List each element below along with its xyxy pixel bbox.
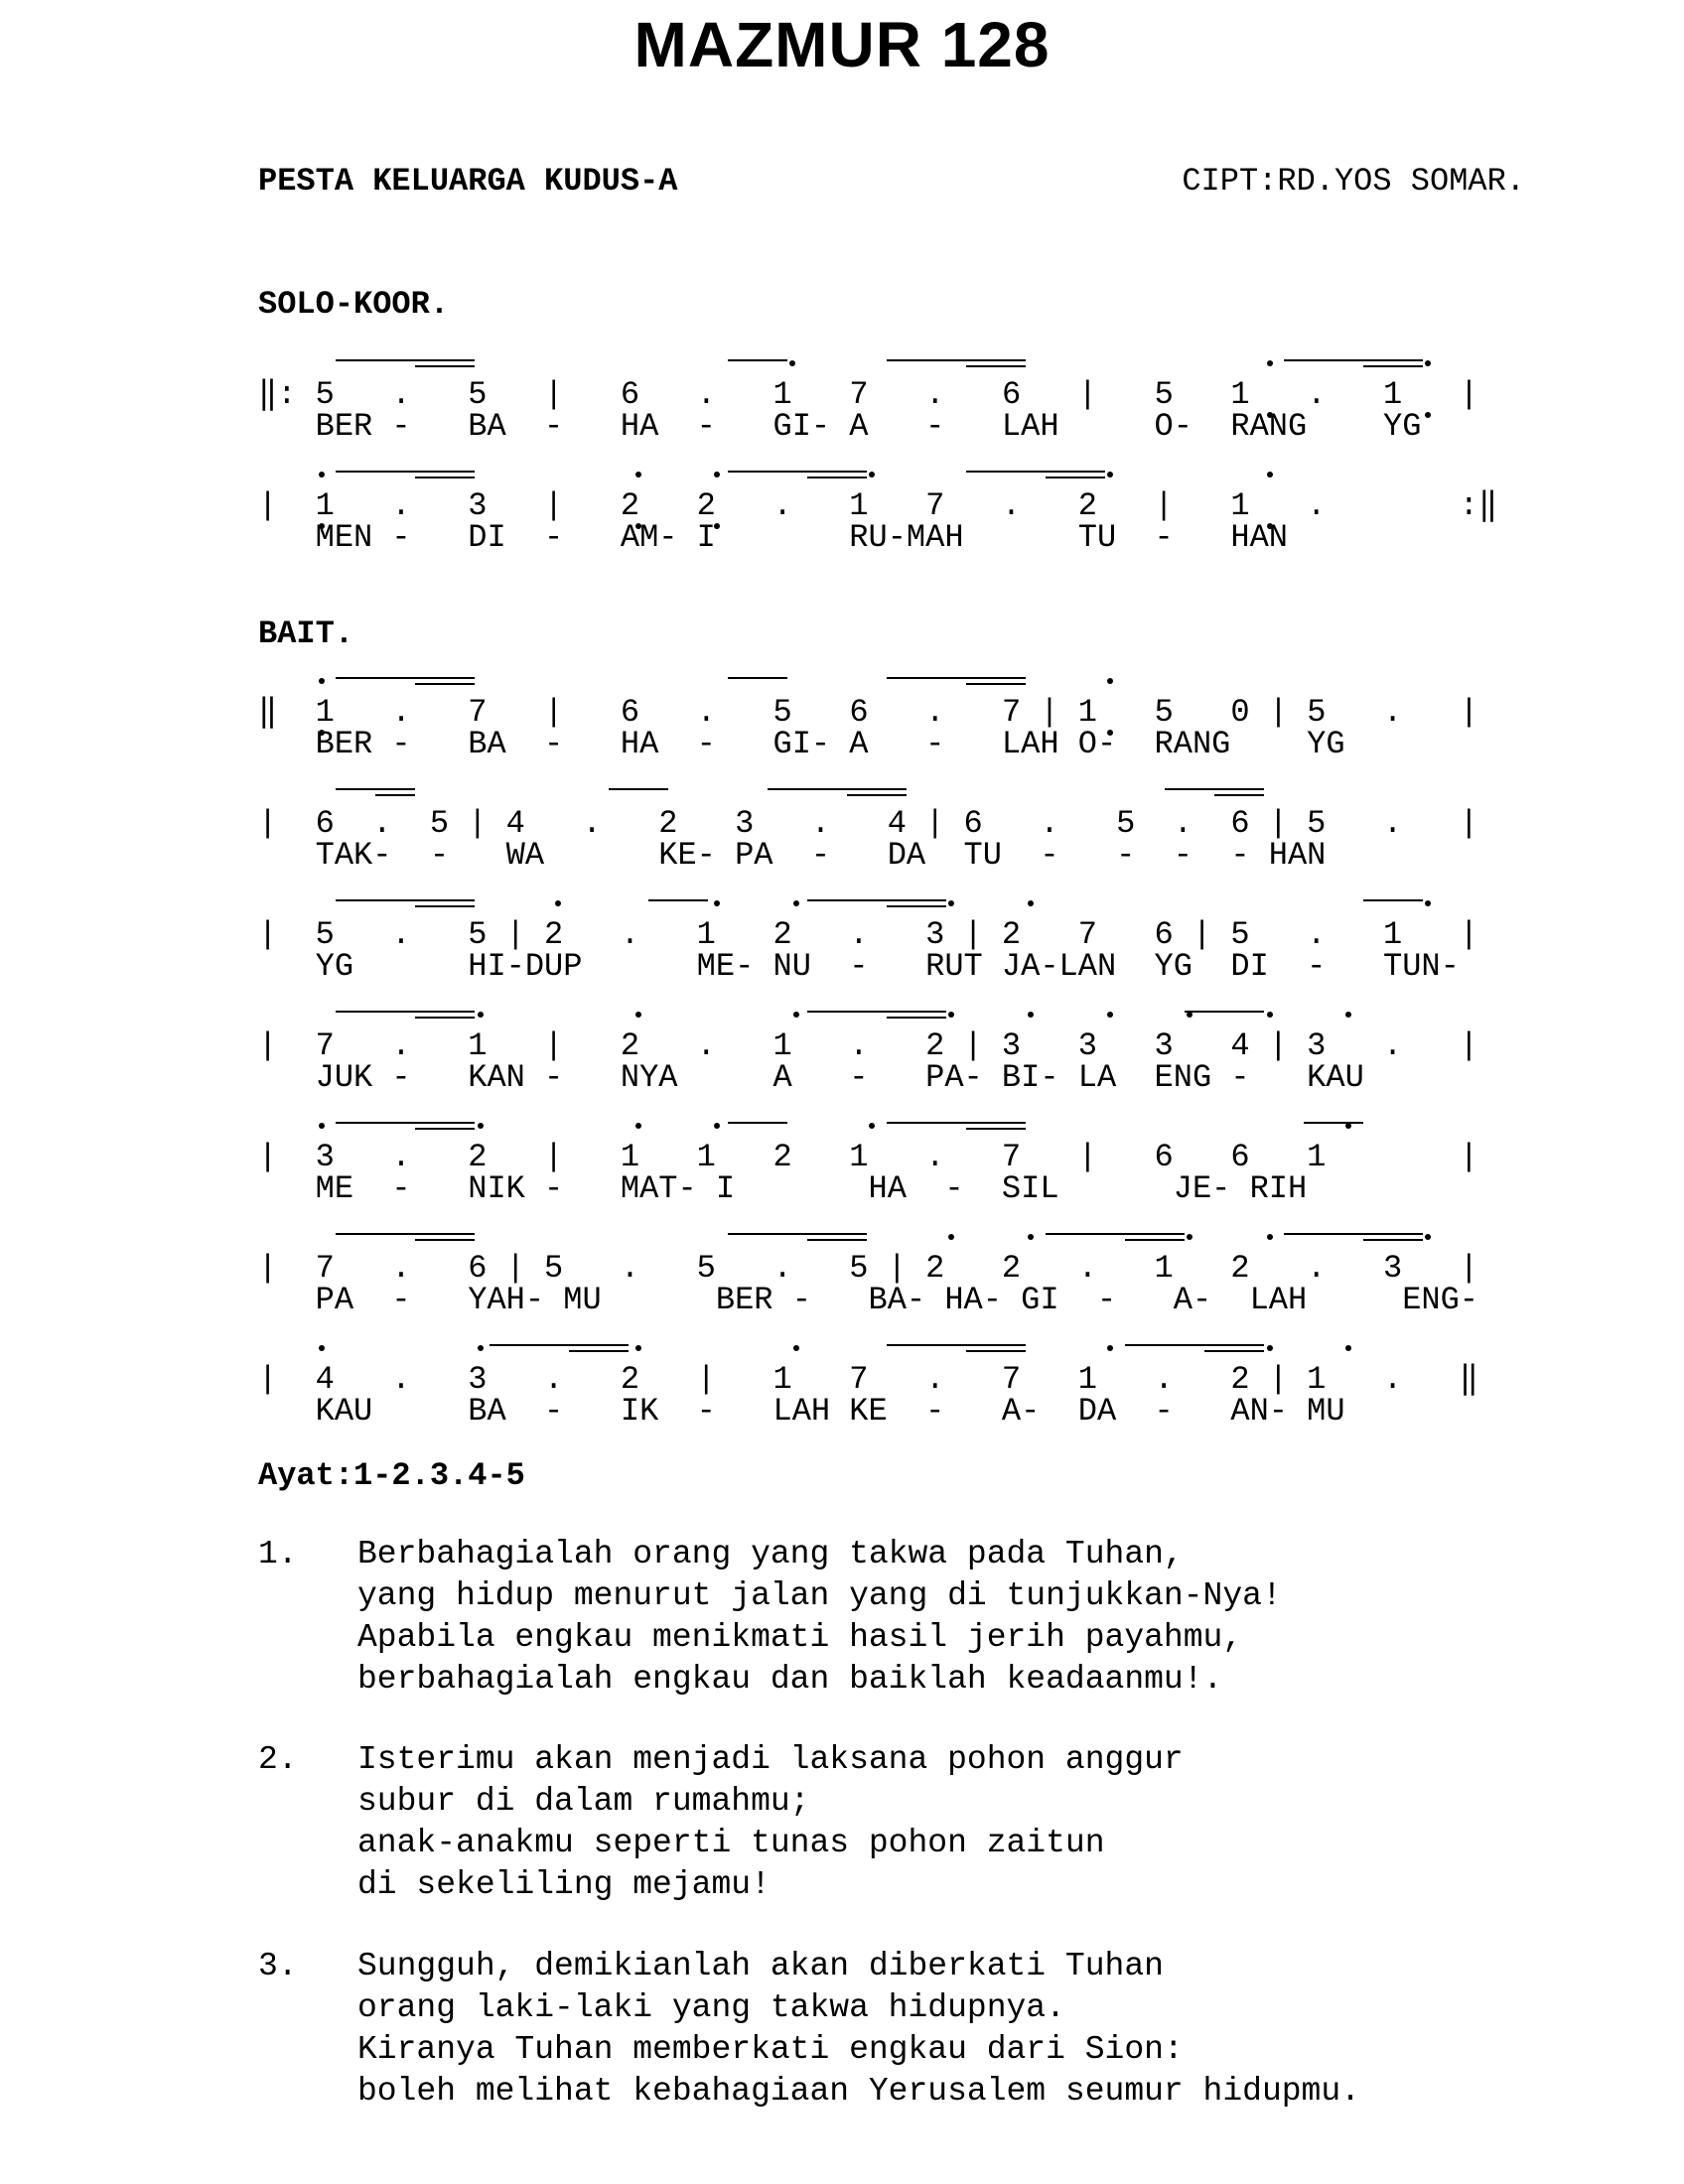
verse-line-4 xyxy=(258,1012,1478,1096)
lyrics-row: YG HI-DUP ME- NU - RUT JA-LAN YG DI - TUN- xyxy=(258,948,1460,985)
notes-row: | 1 . 3 | 2 2 . 1 7 . 2 | 1 . :‖ xyxy=(258,487,1498,524)
composer-credit: CIPT:RD.YOS SOMAR. xyxy=(1182,163,1525,200)
verse-line: Kiranya Tuhan memberkati engkau dari Sion: xyxy=(357,2031,1184,2068)
beam-marks xyxy=(490,1345,1264,1351)
beam-marks xyxy=(336,1234,1423,1240)
verse-line: Sungguh, demikianlah akan diberkati Tuhan xyxy=(357,1948,1164,1984)
notes-row: | 7 . 1 | 2 . 1 . 2 | 3 3 3 4 | 3 . | xyxy=(258,1027,1478,1064)
verse-number: 3. xyxy=(258,1948,298,1984)
occasion-label: PESTA KELUARGA KUDUS-A xyxy=(258,163,678,200)
verse-line: Berbahagialah orang yang takwa pada Tuhan, xyxy=(357,1536,1184,1572)
lyrics-row: BER - BA - HA - GI- A - LAH O- RANG YG xyxy=(258,408,1422,445)
verse-line: boleh melihat kebahagiaan Yerusalem seumur hidupmu. xyxy=(357,2073,1360,2110)
verse-lines xyxy=(357,1534,1648,1701)
notes-row: | 5 . 5 | 2 . 1 2 . 3 | 2 7 6 | 5 . 1 | xyxy=(258,916,1478,953)
refrain-system xyxy=(258,360,1497,556)
beam-marks xyxy=(336,1012,1264,1018)
beam-marks xyxy=(336,789,1264,795)
beam-marks xyxy=(336,360,1423,366)
beam-marks xyxy=(336,472,1105,478)
notes-row: | 4 . 3 . 2 | 1 7 . 7 1 . 2 | 1 . ‖ xyxy=(258,1361,1479,1398)
refrain-line-2 xyxy=(258,472,1497,556)
verse-line: orang laki-laki yang takwa hidupnya. xyxy=(357,1989,1065,2026)
verse-line: di sekeliling mejamu! xyxy=(357,1866,771,1903)
beam-marks xyxy=(336,1123,1363,1129)
refrain-line-1 xyxy=(258,360,1478,445)
verse-number: 1. xyxy=(258,1536,298,1572)
verses-heading: Ayat:1-2.3.4-5 xyxy=(258,1457,525,1494)
notes-row: | 7 . 6 | 5 . 5 . 5 | 2 2 . 1 2 . 3 | xyxy=(258,1250,1478,1287)
verse-line: Isterimu akan menjadi laksana pohon anggur xyxy=(357,1741,1184,1778)
verse-line-1 xyxy=(258,678,1478,762)
verse-lines xyxy=(357,1739,1648,1906)
refrain-label: SOLO-KOOR. xyxy=(258,286,450,323)
lyrics-row: BER - BA - HA - GI- A - LAH O- RANG YG xyxy=(258,726,1345,762)
verse-number: 2. xyxy=(258,1741,298,1778)
verse-lines xyxy=(357,1946,1648,2113)
verse-line: yang hidup menurut jalan yang di tunjukkan-Nya! xyxy=(357,1577,1282,1614)
verse-line-2 xyxy=(258,789,1478,874)
lyrics-row: KAU BA - IK - LAH KE - A- DA - AN- MU xyxy=(258,1393,1345,1430)
lyrics-row: JUK - KAN - NYA A - PA- BI- LA ENG - KAU xyxy=(258,1059,1364,1096)
song-title: MAZMUR 128 xyxy=(633,9,1051,80)
verse-line: subur di dalam rumahmu; xyxy=(357,1783,810,1820)
lyrics-row: PA - YAH- MU BER - BA- HA- GI - A- LAH ENG- xyxy=(258,1282,1478,1318)
verse-line-6 xyxy=(258,1234,1478,1318)
verse-system xyxy=(258,678,1478,1430)
lyrics-row: TAK- - WA KE- PA - DA TU - - - - HAN xyxy=(258,837,1327,874)
beam-marks xyxy=(336,678,1026,684)
verse-line-5 xyxy=(258,1123,1478,1207)
verse-line-7 xyxy=(258,1345,1478,1430)
verse-line-3 xyxy=(258,900,1478,985)
notes-row: | 6 . 5 | 4 . 2 3 . 4 | 6 . 5 . 6 | 5 . | xyxy=(258,805,1478,842)
verse-line: anak-anakmu seperti tunas pohon zaitun xyxy=(357,1825,1105,1861)
notes-row: ‖: 5 . 5 | 6 . 1 7 . 6 | 5 1 . 1 | xyxy=(258,376,1479,413)
verse-line: Apabila engkau menikmati hasil jerih payahmu, xyxy=(357,1619,1243,1656)
notes-row: ‖ 1 . 7 | 6 . 5 6 . 7 | 1 5 0 | 5 . | xyxy=(258,694,1479,731)
lyrics-row: ME - NIK - MAT- I HA - SIL JE- RIH xyxy=(258,1170,1308,1207)
lyrics-row: MEN - DI - AM- I RU-MAH TU - HAN xyxy=(258,519,1288,556)
notes-row: | 3 . 2 | 1 1 2 1 . 7 | 6 6 1 | xyxy=(258,1139,1478,1175)
beam-marks xyxy=(336,900,1423,906)
verse-section-label: BAIT. xyxy=(258,615,354,652)
verse-line: berbahagialah engkau dan baiklah keadaanmu!. xyxy=(357,1661,1223,1698)
